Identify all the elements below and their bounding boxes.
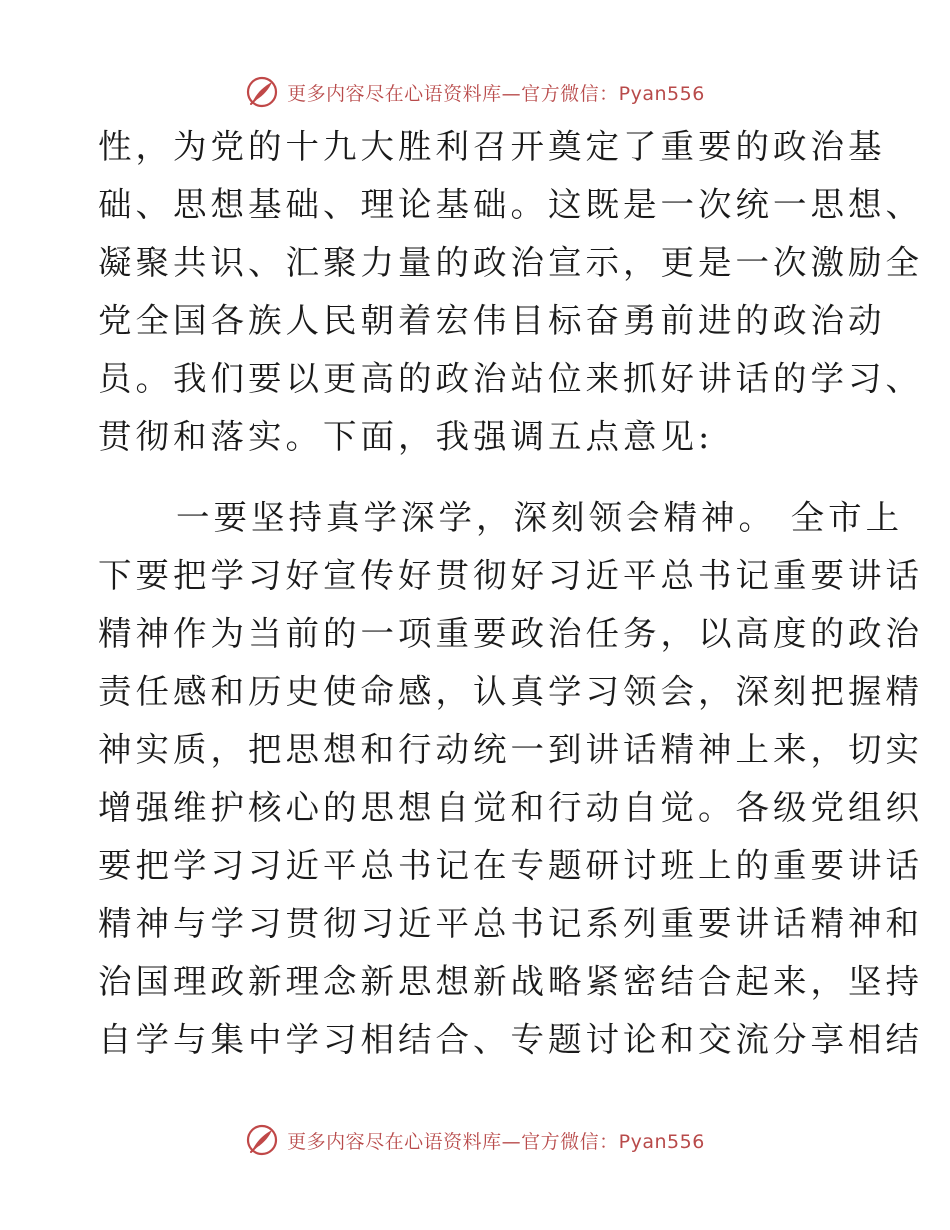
quill-logo-icon: [245, 75, 279, 109]
text-line: 精神与学习贯彻习近平总书记系列重要讲话精神和: [98, 904, 923, 943]
text-line: 神实质，把思想和行动统一到讲话精神上来，切实: [98, 730, 923, 769]
text-line: 贯彻和落实。下面，我强调五点意见:: [98, 417, 714, 456]
text-line: 员。我们要以更高的政治站位来抓好讲话的学习、: [98, 359, 923, 398]
text-line: 治国理政新理念新思想新战略紧密结合起来，坚持: [98, 962, 923, 1001]
header-banner: [0, 72, 950, 112]
text-line: 下要把学习好宣传好贯彻好习近平总书记重要讲话: [98, 556, 923, 595]
text-line: 础、思想基础、理论基础。这既是一次统一思想、: [98, 185, 923, 224]
quill-logo-icon: [245, 1123, 279, 1157]
text-line: 党全国各族人民朝着宏伟目标奋勇前进的政治动: [98, 301, 886, 340]
text-line: 要把学习习近平总书记在专题研讨班上的重要讲话: [98, 846, 923, 885]
text-line: 性，为党的十九大胜利召开奠定了重要的政治基: [98, 127, 886, 166]
paragraph-spacer: [98, 466, 858, 489]
footer-banner: [0, 1120, 950, 1160]
footer-banner-text: 更多内容尽在心语资料库—官方微信：Pyan556: [287, 1130, 705, 1153]
text-line: 凝聚共识、汇聚力量的政治宣示，更是一次激励全: [98, 243, 923, 282]
text-line: 一要坚持真学深学，深刻领会精神。 全市上: [176, 498, 904, 537]
paragraph-1: [98, 118, 923, 466]
text-line: 责任感和历史使命感，认真学习领会，深刻把握精: [98, 672, 923, 711]
document-body: [98, 118, 923, 1069]
text-line: 自学与集中学习相结合、专题讨论和交流分享相结: [98, 1020, 923, 1059]
header-banner-text: 更多内容尽在心语资料库—官方微信：Pyan556: [287, 82, 705, 105]
text-line: 精神作为当前的一项重要政治任务，以高度的政治: [98, 614, 923, 653]
paragraph-2: [98, 489, 923, 1069]
text-line: 增强维护核心的思想自觉和行动自觉。各级党组织: [98, 788, 923, 827]
